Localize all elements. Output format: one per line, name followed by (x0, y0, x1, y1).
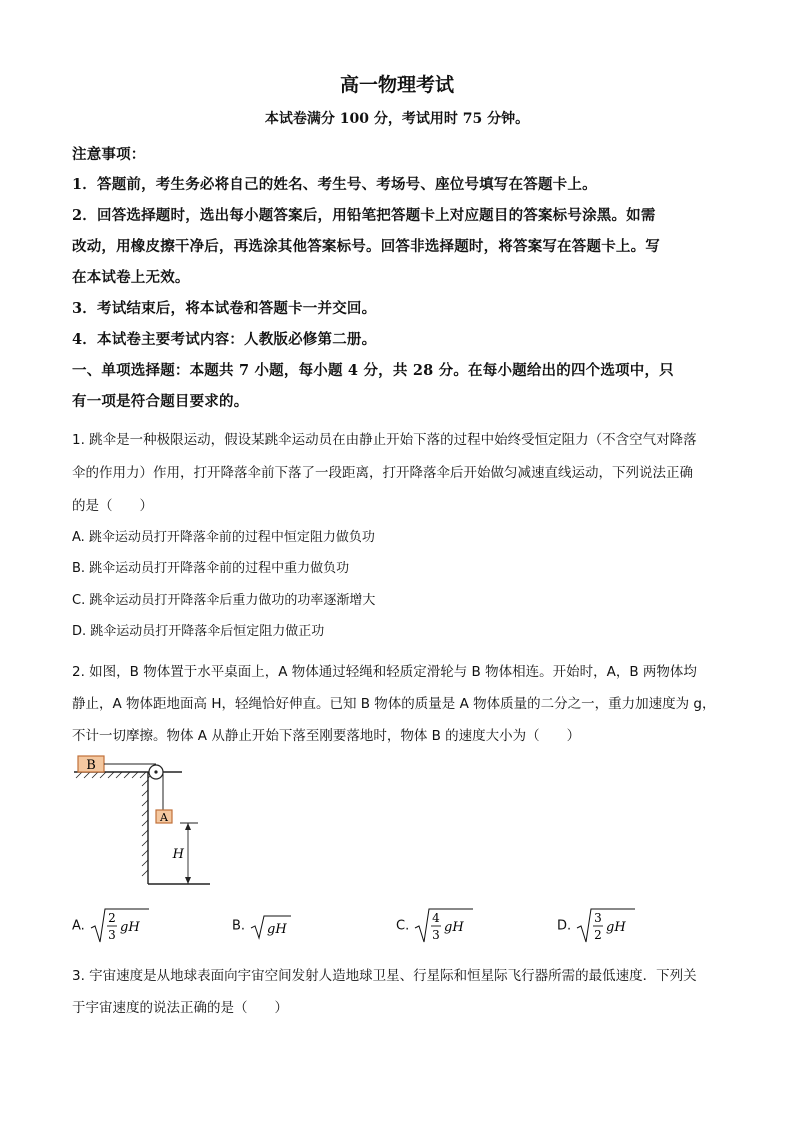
notice-item-4: 4．本试卷主要考试内容：人教版必修第二册。 (72, 331, 377, 348)
q2-choice-c-label: C. (396, 918, 410, 934)
q2-choice-c (396, 906, 475, 946)
q1-option-a: A. 跳伞运动员打开降落伞前的过程中恒定阻力做负功 (72, 530, 375, 545)
section-1-heading-line-2: 有一项是符合题目要求的。 (72, 393, 249, 410)
exam-info: 本试卷满分 100 分，考试用时 75 分钟。 (264, 111, 530, 127)
q2-choice-a-label: A. (72, 918, 85, 934)
svg-text:gH: gH (606, 920, 626, 935)
block-b-label: B (86, 758, 96, 773)
q2-stem-line-3: 不计一切摩擦。物体 A 从静止开始下落至刚要落地时，物体 B 的速度大小为（ ） (72, 728, 581, 744)
q2-choice-b-label: B. (232, 918, 246, 934)
height-label: H (172, 847, 184, 862)
svg-text:3: 3 (108, 928, 116, 942)
notice-item-1: 1．答题前，考生务必将自己的姓名、考生号、考场号、座位号填写在答题卡上。 (72, 176, 597, 193)
notice-item-2-line-1: 2．回答选择题时，选出每小题答案后，用铅笔把答题卡上对应题目的答案标号涂黑。如需 (72, 207, 656, 224)
q2-pulley-figure (70, 752, 220, 892)
notice-item-2-line-3: 在本试卷上无效。 (72, 269, 190, 286)
svg-text:2: 2 (108, 911, 116, 925)
svg-text:2: 2 (594, 928, 603, 942)
q1-stem-line-1: 1. 跳伞是一种极限运动，假设某跳伞运动员在由静止开始下落的过程中始终受恒定阻力（不含空气对降落 (72, 432, 697, 448)
q1-option-b: B. 跳伞运动员打开降落伞前的过程中重力做负功 (72, 561, 350, 576)
q2-choice-d-formula (575, 906, 637, 946)
q1-stem-line-3: 的是（ ） (72, 498, 153, 514)
page-title: 高一物理考试 (339, 74, 454, 96)
block-a-label: A (160, 811, 168, 824)
q1-option-c: C. 跳伞运动员打开降落伞后重力做功的功率逐渐增大 (72, 593, 376, 608)
svg-text:3: 3 (594, 911, 603, 925)
notice-item-2-line-2: 改动，用橡皮擦干净后，再选涂其他答案标号。回答非选择题时，将答案写在答题卡上。写 (72, 238, 660, 255)
svg-text:4: 4 (432, 911, 441, 925)
q2-choice-b-formula (249, 906, 293, 946)
q3-stem-line-1: 3. 宇宙速度是从地球表面向宇宙空间发射人造地球卫星、行星际和恒星际飞行器所需的最低速度．下列关 (72, 968, 697, 984)
q1-stem-line-2: 伞的作用力）作用，打开降落伞前下落了一段距离，打开降落伞后开始做匀减速直线运动，下列说法正确 (72, 465, 693, 481)
q2-choice-d-label: D. (557, 918, 572, 934)
svg-text:gH: gH (267, 922, 287, 937)
q2-choice-c-formula (413, 906, 475, 946)
notice-item-3: 3．考试结束后，将本试卷和答题卡一并交回。 (72, 300, 377, 317)
notice-heading: 注意事项： (72, 146, 146, 163)
q2-choice-b (232, 906, 293, 946)
q2-stem-line-1: 2. 如图，B 物体置于水平桌面上，A 物体通过轻绳和轻质定滑轮与 B 物体相连。开始时，A，B 两物体均 (72, 664, 697, 680)
q3-stem-line-2: 于宇宙速度的说法正确的是（ ） (72, 1000, 288, 1016)
svg-text:gH: gH (119, 920, 140, 935)
q2-stem-line-2: 静止，A 物体距地面高 H，轻绳恰好伸直。已知 B 物体的质量是 A 物体质量的二分之一，重力加速度为 g， (72, 696, 716, 712)
svg-text:gH: gH (444, 920, 465, 935)
q1-option-d: D. 跳伞运动员打开降落伞后恒定阻力做正功 (72, 624, 325, 639)
q2-choice-a-formula (89, 906, 151, 946)
q2-choice-d (557, 906, 637, 946)
section-1-heading-line-1: 一、单项选择题：本题共 7 小题，每小题 4 分，共 28 分。在每小题给出的四个选项中，只 (72, 362, 674, 379)
q2-choice-a (72, 906, 151, 946)
svg-text:3: 3 (432, 928, 441, 942)
